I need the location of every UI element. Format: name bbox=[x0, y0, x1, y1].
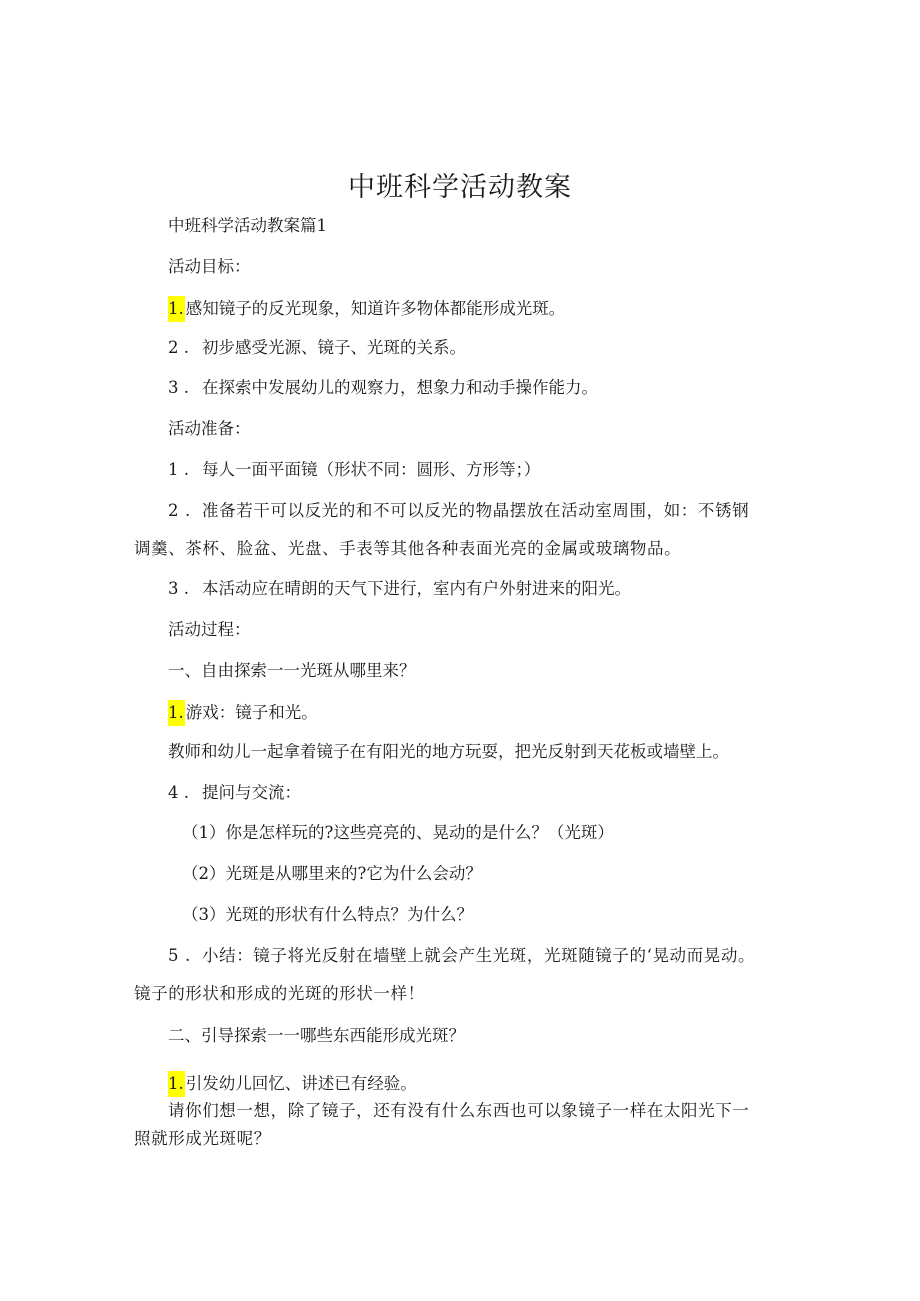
step-text: 提问与交流： bbox=[202, 783, 301, 802]
item-number: 4 . bbox=[168, 783, 189, 802]
question-2: （2）光斑是从哪里来的?它为什么会动？ bbox=[182, 864, 482, 883]
question-3: （3）光斑的形状有什么特点？为什么？ bbox=[182, 905, 473, 924]
step-text: 游戏：镜子和光。 bbox=[185, 703, 318, 722]
goal-text: 在探索中发展幼儿的观察力，想象力和动手操作能力。 bbox=[202, 378, 598, 397]
part1-step-4 bbox=[168, 782, 301, 804]
goal-item-2 bbox=[168, 337, 466, 359]
item-number: 5 . bbox=[168, 946, 191, 965]
step-text: 引发幼儿回忆、讲述已有经验。 bbox=[185, 1074, 417, 1093]
question-1: （1）你是怎样玩的?这些亮亮的、晃动的是什么？（光斑） bbox=[182, 823, 614, 842]
part1-step-5 bbox=[134, 937, 764, 1013]
part2-heading: 二、引导探索一一哪些东西能形成光斑？ bbox=[168, 1026, 465, 1045]
prep-text: 本活动应在晴朗的天气下进行，室内有户外射进来的阳光。 bbox=[202, 579, 631, 598]
goal-item-3 bbox=[168, 377, 598, 399]
prep-item-3 bbox=[168, 578, 631, 600]
part2-step-1-desc: 请你们想一想，除了镜子，还有没有什么东西也可以象镜子一样在太阳光下一照就形成光斑呢？ bbox=[134, 1101, 750, 1148]
item-number: 1 . bbox=[168, 460, 189, 479]
item-number: 2 . bbox=[168, 338, 189, 357]
prep-text: 准备若干可以反光的和不可以反光的物晶摆放在活动室周围，如：不锈钢调羹、茶杯、脸盆、光盘、手表等其他各种表面光亮的金属或玻璃物品。 bbox=[134, 501, 750, 558]
part1-heading: 一、自由探索一一光斑从哪里来？ bbox=[168, 661, 416, 680]
step-text: 小结：镜子将光反射在墙壁上就会产生光斑，光斑随镜子的‘晃动而晃动。镜子的形状和形成的光斑的形状一样！ bbox=[134, 946, 756, 1003]
goal-text: 感知镜子的反光现象，知道许多物体都能形成光斑。 bbox=[185, 299, 566, 318]
prep-item-2 bbox=[134, 492, 764, 568]
highlight-number: 1. bbox=[168, 1071, 185, 1097]
subtitle: 中班科学活动教案篇1 bbox=[168, 216, 327, 235]
document-title: 中班科学活动教案 bbox=[348, 172, 572, 203]
item-number: 3 . bbox=[168, 579, 189, 598]
highlight-number: 1. bbox=[168, 700, 185, 726]
prep-heading: 活动准备： bbox=[168, 419, 251, 438]
item-number: 3 . bbox=[168, 378, 189, 397]
goal-item-1 bbox=[168, 296, 565, 322]
part1-step-1 bbox=[168, 700, 318, 726]
prep-item-1 bbox=[168, 459, 540, 481]
goal-text: 初步感受光源、镜子、光斑的关系。 bbox=[202, 338, 466, 357]
goals-heading: 活动目标： bbox=[168, 257, 251, 276]
process-heading: 活动过程： bbox=[168, 620, 251, 639]
highlight-number: 1. bbox=[168, 296, 185, 322]
item-number: 2 . bbox=[168, 501, 191, 520]
part1-step-1-desc: 教师和幼儿一起拿着镜子在有阳光的地方玩耍，把光反射到天花板或墙壁上。 bbox=[168, 742, 729, 761]
part2-step-1 bbox=[168, 1071, 417, 1097]
prep-text: 每人一面平面镜（形状不同：圆形、方形等；） bbox=[202, 460, 541, 479]
